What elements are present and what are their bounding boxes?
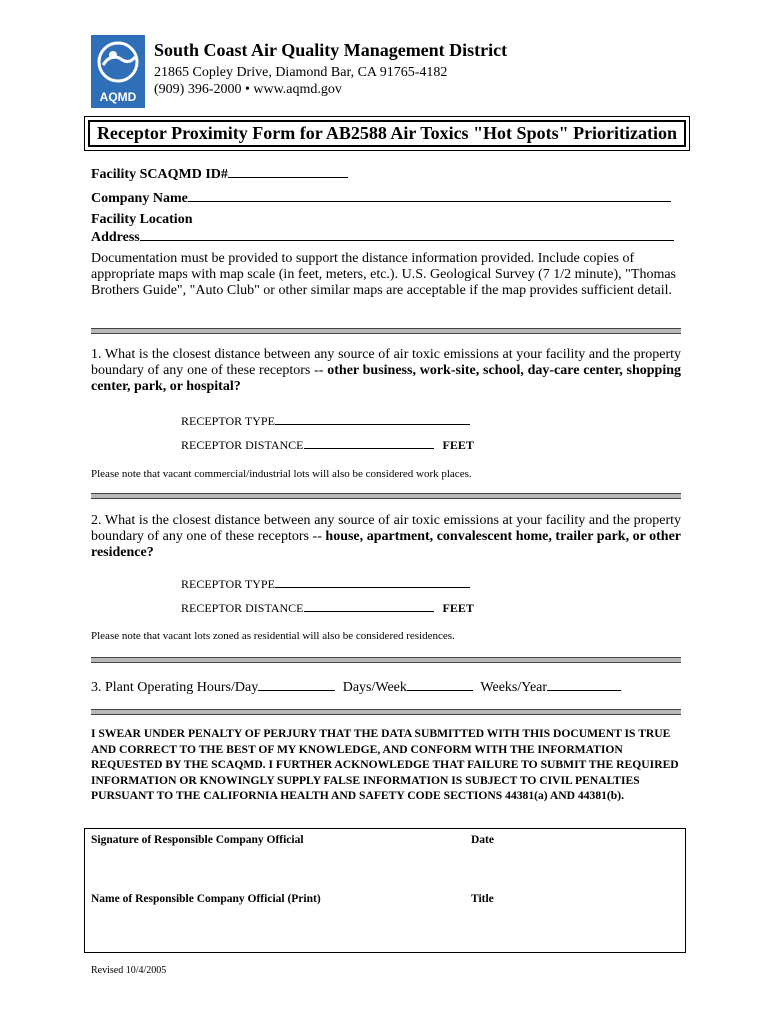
q2-receptor-distance-line[interactable] — [304, 601, 434, 612]
globe-icon — [91, 35, 145, 90]
receptor-distance-label: RECEPTOR DISTANCE — [181, 438, 304, 452]
divider — [91, 657, 681, 663]
question-1-receptors: other business, work-site, school, day-care center, shopping center, park, or hospital? — [91, 363, 682, 394]
company-name-line[interactable] — [188, 189, 671, 202]
q1-receptor-type-line[interactable] — [275, 414, 470, 425]
q2-receptor-type-field[interactable] — [181, 577, 470, 592]
form-title: Receptor Proximity Form for AB2588 Air Toxics "Hot Spots" Prioritization — [88, 120, 686, 147]
divider — [91, 328, 681, 334]
question-1-text: 1. What is the closest distance between any source of air toxic emissions at your facility and the property boundary of any one of these receptors -- — [91, 347, 681, 378]
question-1 — [91, 347, 681, 395]
question-1-note: Please note that vacant commercial/industrial lots will also be considered work places. — [91, 468, 472, 480]
weeks-per-year-label: Weeks/Year — [480, 680, 548, 695]
address-line[interactable] — [140, 228, 674, 241]
org-name: South Coast Air Quality Management District — [154, 40, 508, 60]
form-title-box — [84, 116, 690, 151]
logo-text: AQMD — [99, 90, 137, 104]
receptor-type-label: RECEPTOR TYPE — [181, 414, 275, 428]
question-2-receptors: house, apartment, convalescent home, trailer park, or other residence? — [91, 529, 681, 560]
org-address: 21865 Copley Drive, Diamond Bar, CA 91765-4182 — [154, 65, 448, 80]
facility-id-line[interactable] — [228, 165, 348, 178]
q2-receptor-distance-field[interactable] — [181, 601, 474, 616]
hours-per-day-line[interactable] — [258, 678, 335, 691]
q1-receptor-distance-field[interactable] — [181, 438, 474, 453]
q2-receptor-type-line[interactable] — [275, 577, 470, 588]
signature-box — [84, 828, 686, 953]
signature-label: Signature of Responsible Company Official — [91, 834, 304, 846]
weeks-per-year-line[interactable] — [547, 678, 621, 691]
date-label: Date — [471, 834, 494, 846]
divider — [91, 493, 681, 499]
q1-receptor-type-field[interactable] — [181, 414, 470, 429]
aqmd-logo — [91, 35, 145, 108]
receptor-type-label: RECEPTOR TYPE — [181, 577, 275, 591]
days-per-week-label: Days/Week — [342, 680, 407, 695]
facility-id-label: Facility SCAQMD ID# — [91, 167, 228, 182]
question-3 — [91, 678, 621, 696]
name-label: Name of Responsible Company Official (Print) — [91, 893, 321, 905]
feet-label: FEET — [442, 438, 474, 452]
question-2-text: 2. What is the closest distance between any source of air toxic emissions at your facility and the property boundary of any one of these receptors -- — [91, 513, 681, 544]
address-field[interactable] — [91, 228, 674, 246]
facility-id-field[interactable] — [91, 165, 348, 183]
question-2-note: Please note that vacant lots zoned as residential will also be considered residences. — [91, 630, 455, 642]
revised-date: Revised 10/4/2005 — [91, 965, 167, 976]
feet-label: FEET — [442, 601, 474, 615]
hours-per-day-label: 3. Plant Operating Hours/Day — [91, 680, 259, 695]
receptor-distance-label: RECEPTOR DISTANCE — [181, 601, 304, 615]
org-contact: (909) 396-2000 • www.aqmd.gov — [154, 82, 342, 97]
perjury-statement: I SWEAR UNDER PENALTY OF PERJURY THAT THE DATA SUBMITTED WITH THIS DOCUMENT IS TRUE AND CORRECT TO THE BEST OF MY KNOWLEDGE, AND CONFORM WITH THE INFORMATION REQUESTED BY THE SCAQMD. I FURTHER ACKNOWLEDGE THAT FAILURE TO SUBMIT THE REQUIRED INFORMATION OR KNOWINGLY SUPPLY FALSE INFORMATION IS SUBJECT TO CIVIL PENALTIES PURSUANT TO THE CALIFORNIA HEALTH AND SAFETY CODE SECTIONS 44381(a) AND 44381(b). — [91, 727, 679, 802]
divider — [91, 709, 681, 715]
company-name-label: Company Name — [91, 191, 188, 206]
q1-receptor-distance-line[interactable] — [304, 438, 434, 449]
company-name-field[interactable] — [91, 189, 671, 207]
facility-location-label: Facility Location — [91, 212, 193, 227]
documentation-text: Documentation must be provided to support the distance information provided. Include copies of appropriate maps with map scale (in feet, meters, etc.). U.S. Geological Survey (7 1/2 minute), "Thomas Brothers Guide", "Auto Club" or other similar maps are acceptable if the map provides sufficient detail. — [91, 251, 676, 298]
title-label: Title — [471, 893, 494, 905]
address-label: Address — [91, 230, 140, 245]
days-per-week-line[interactable] — [407, 678, 473, 691]
question-2 — [91, 513, 681, 561]
